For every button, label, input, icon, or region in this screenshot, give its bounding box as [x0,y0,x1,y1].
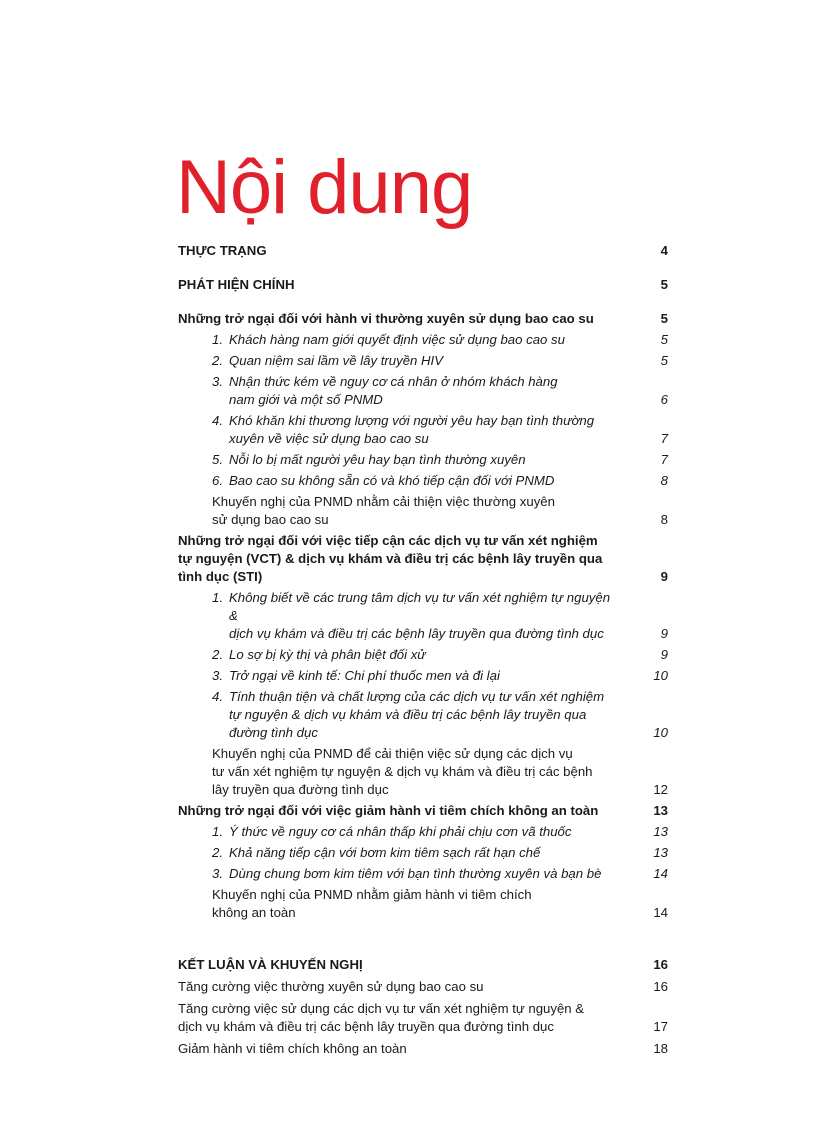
toc-entry[interactable] [178,589,668,643]
toc-entry[interactable] [178,310,668,328]
toc-entry-page: 8 [660,473,668,488]
toc-entry-label: Khách hàng nam giới quyết định việc sử dụng bao cao su [229,332,565,347]
toc-entry[interactable] [178,493,668,529]
toc-entry-page: 16 [653,957,668,972]
toc-entry-number: 2. [212,845,223,860]
toc-entry[interactable] [178,956,668,974]
toc-entry[interactable] [178,373,668,409]
toc-entry-number: 2. [212,353,223,368]
toc-entry-label: Không biết về các trung tâm dịch vụ tư vấn xét nghiệm tự nguyện & dịch vụ khám và điều trị các bệnh lây truyền qua đường tình dục [229,590,611,641]
toc-entry-number: 2. [212,647,223,662]
toc-entry-label: Bao cao su không sẵn có và khó tiếp cận đối với PNMD [229,473,555,488]
toc-entry-title [212,589,646,643]
toc-entry-label: Ý thức về nguy cơ cá nhân thấp khi phải chịu cơn vã thuốc [229,824,572,839]
toc-entry-title: Tăng cường việc thường xuyên sử dụng bao cao su [178,979,484,994]
toc-entry-page: 9 [660,569,668,584]
toc-entry-label: Nỗi lo bị mất người yêu hay bạn tình thường xuyên [229,452,526,467]
toc-entry-title [212,688,646,742]
toc-entry-page: 13 [653,803,668,818]
toc-entry[interactable] [178,886,668,922]
toc-entry[interactable] [178,667,668,685]
toc-entry-page: 9 [660,647,668,662]
toc-entry-title [212,865,646,883]
toc-entry-page: 10 [653,668,668,683]
toc-entry-label: Tính thuận tiện và chất lượng của các dịch vụ tư vấn xét nghiệm tự nguyện & dịch vụ khám và điều trị các bệnh lây truyền qua đường tình dục [229,689,605,740]
toc-entry-title [212,451,646,469]
toc-entry-number: 3. [212,668,223,683]
toc-entry-page: 18 [653,1041,668,1056]
toc-entry-title [212,472,646,490]
toc-entry-title [212,412,646,448]
toc-entry-page: 13 [653,845,668,860]
toc-entry-title [212,646,646,664]
toc-entry-page: 7 [660,452,668,467]
toc-entry-page: 17 [653,1019,668,1034]
toc-entry-title: Những trở ngại đối với việc tiếp cận các dịch vụ tư vấn xét nghiệm tự nguyện (VCT) & dịch vụ khám và điều trị các bệnh lây truyền qua tình dục (STI) [178,533,603,584]
toc-entry-page: 4 [660,243,668,258]
toc-entry-label: Nhận thức kém về nguy cơ cá nhân ở nhóm khách hàng nam giới và một số PNMD [229,374,558,407]
toc-entry[interactable] [178,472,668,490]
toc-entry[interactable] [178,802,668,820]
toc-entry-number: 4. [212,689,223,704]
toc-entry-number: 1. [212,590,223,605]
toc-entry[interactable] [178,865,668,883]
toc-entry[interactable] [178,331,668,349]
toc-entry-title: Những trở ngại đối với hành vi thường xuyên sử dụng bao cao su [178,311,594,326]
toc-entry-title: Tăng cường việc sử dụng các dịch vụ tư vấn xét nghiệm tự nguyện & dịch vụ khám và điều trị các bệnh lây truyền qua đường tình dục [178,1001,585,1034]
toc-entry-number: 4. [212,413,223,428]
toc-entry-page: 9 [660,626,668,641]
toc-entry[interactable] [178,352,668,370]
toc-entry-label: Trở ngại về kinh tế: Chi phí thuốc men và đi lại [229,668,500,683]
toc-entry[interactable] [178,823,668,841]
toc-entry-page: 14 [653,905,668,920]
toc-entry-page: 16 [653,979,668,994]
toc-entry-title [212,331,646,349]
toc-entry-title: THỰC TRẠNG [178,243,267,258]
toc-entry[interactable] [178,451,668,469]
toc-entry-page: 14 [653,866,668,881]
toc-entry[interactable] [178,1000,668,1036]
toc-entry-title [212,373,646,409]
toc-entry-page: 13 [653,824,668,839]
toc-entry-number: 5. [212,452,223,467]
toc-entry-title: PHÁT HIỆN CHÍNH [178,277,295,292]
table-of-contents [178,242,668,1058]
toc-entry-title: Khuyến nghị của PNMD để cải thiện việc sử dụng các dịch vụ tư vấn xét nghiệm tự nguyện & dịch vụ khám và điều trị các bệnh lây truyền qua đường tình dục [212,746,593,797]
toc-entry-title: Khuyến nghị của PNMD nhằm cải thiện việc thường xuyên sử dụng bao cao su [212,494,555,527]
toc-entry-label: Lo sợ bị kỳ thị và phân biệt đối xử [229,647,426,662]
toc-entry-page: 10 [653,725,668,740]
toc-entry[interactable] [178,532,668,586]
toc-entry-page: 7 [660,431,668,446]
toc-entry[interactable] [178,276,668,294]
toc-entry[interactable] [178,745,668,799]
page-title: Nội dung [176,145,473,230]
toc-entry[interactable] [178,646,668,664]
toc-entry[interactable] [178,1040,668,1058]
toc-entry-number: 1. [212,824,223,839]
toc-entry-page: 8 [660,512,668,527]
toc-entry-title: Khuyến nghị của PNMD nhằm giảm hành vi tiêm chích không an toàn [212,887,532,920]
toc-entry-label: Dùng chung bơm kim tiêm với bạn tình thường xuyên và bạn bè [229,866,602,881]
toc-entry[interactable] [178,412,668,448]
toc-entry[interactable] [178,844,668,862]
toc-entry-page: 5 [660,311,668,326]
toc-entry-label: Khả năng tiếp cận với bơm kim tiêm sạch rất hạn chế [229,845,541,860]
toc-entry-title [212,667,646,685]
toc-entry-label: Khó khăn khi thương lượng với người yêu hay bạn tình thường xuyên về việc sử dụng bao cao su [229,413,595,446]
toc-entry-title [212,352,646,370]
toc-entry-page: 5 [660,277,668,292]
toc-entry-number: 6. [212,473,223,488]
toc-entry[interactable] [178,242,668,260]
toc-entry-label: Quan niệm sai lầm về lây truyền HIV [229,353,444,368]
toc-entry-number: 3. [212,374,223,389]
toc-entry-page: 5 [660,332,668,347]
toc-entry-page: 12 [653,782,668,797]
toc-entry-title [212,823,646,841]
toc-entry-title: Những trở ngại đối với việc giảm hành vi tiêm chích không an toàn [178,803,599,818]
toc-entry-page: 6 [660,392,668,407]
toc-entry-number: 3. [212,866,223,881]
toc-entry-number: 1. [212,332,223,347]
toc-entry-page: 5 [660,353,668,368]
toc-entry-title: Giảm hành vi tiêm chích không an toàn [178,1041,407,1056]
toc-entry-title [212,844,646,862]
toc-entry[interactable] [178,688,668,742]
toc-entry-title: KẾT LUẬN VÀ KHUYẾN NGHỊ [178,957,363,972]
toc-entry[interactable] [178,978,668,996]
